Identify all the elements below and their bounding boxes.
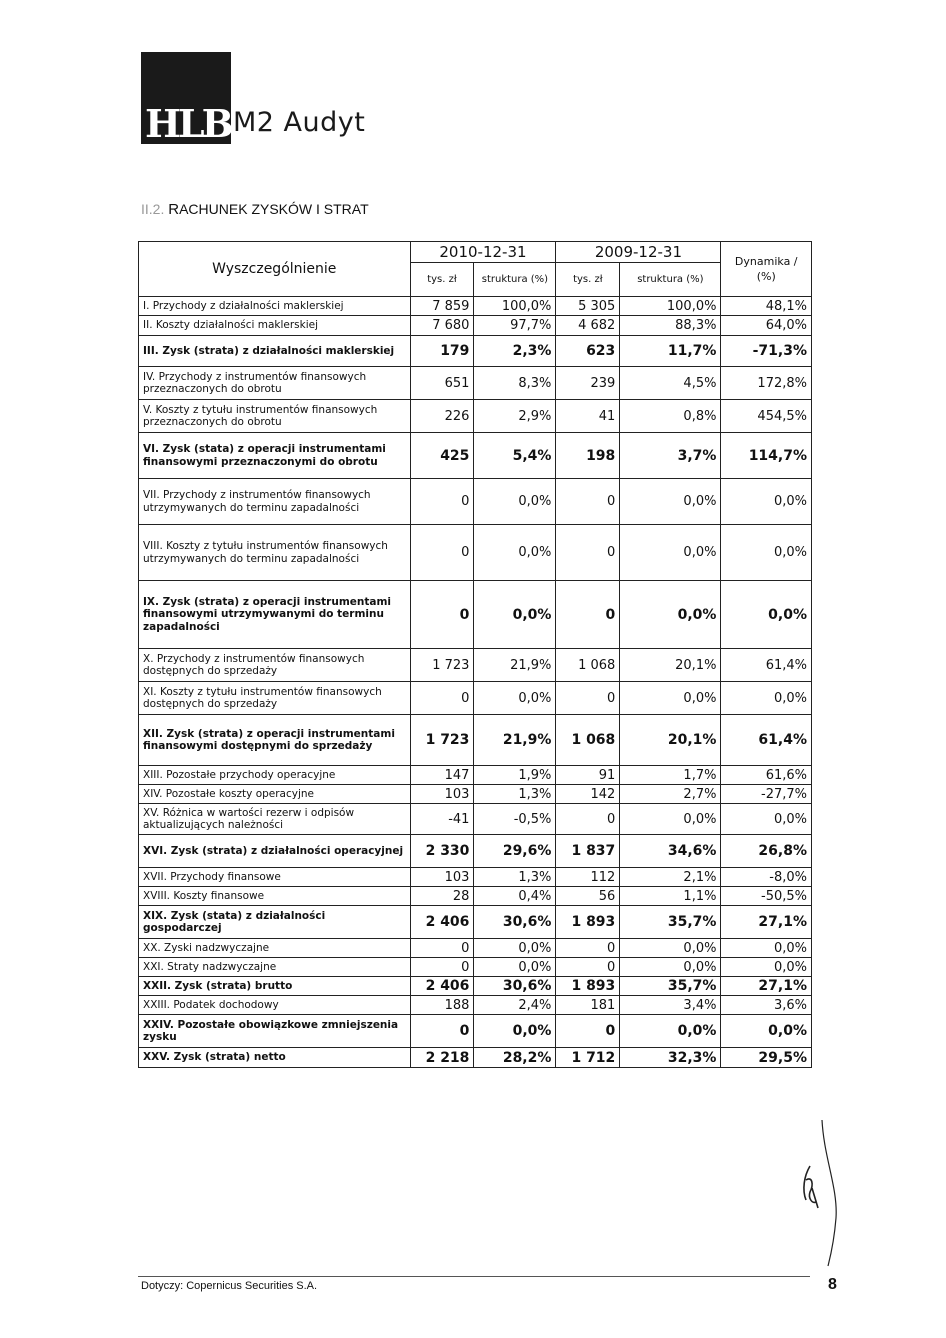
value-2010: 2 406 (410, 906, 474, 939)
structure-2010: 21,9% (474, 649, 556, 682)
dynamics-value: 61,4% (721, 649, 812, 682)
header-value-2010: tys. zł (410, 263, 474, 297)
structure-2009: 34,6% (620, 835, 721, 868)
dynamics-value: 454,5% (721, 400, 812, 433)
structure-2010: 2,3% (474, 336, 556, 367)
structure-2010: 30,6% (474, 977, 556, 996)
value-2010: 2 406 (410, 977, 474, 996)
value-2009: 0 (556, 1015, 620, 1048)
dynamics-value: 0,0% (721, 581, 812, 649)
structure-2009: 0,0% (620, 958, 721, 977)
structure-2010: 21,9% (474, 715, 556, 766)
value-2010: 226 (410, 400, 474, 433)
structure-2009: 1,7% (620, 766, 721, 785)
section-title-initial: R (168, 201, 180, 218)
value-2010: 0 (410, 939, 474, 958)
table-row (139, 297, 812, 316)
dynamics-value: -8,0% (721, 868, 812, 887)
value-2010: 147 (410, 766, 474, 785)
value-2010: 1 723 (410, 715, 474, 766)
row-label: XV. Różnica w wartości rezerw i odpisów aktualizujących należności (139, 804, 411, 835)
structure-2010: 1,9% (474, 766, 556, 785)
structure-2009: 0,8% (620, 400, 721, 433)
value-2010: 103 (410, 785, 474, 804)
structure-2009: 2,7% (620, 785, 721, 804)
value-2010: 179 (410, 336, 474, 367)
table-row (139, 785, 812, 804)
structure-2010: 1,3% (474, 785, 556, 804)
table-row (139, 715, 812, 766)
structure-2010: 0,0% (474, 581, 556, 649)
header-description: Wyszczególnienie (139, 242, 411, 297)
value-2009: 1 893 (556, 977, 620, 996)
value-2009: 0 (556, 804, 620, 835)
dynamics-value: 172,8% (721, 367, 812, 400)
value-2009: 239 (556, 367, 620, 400)
table-row (139, 581, 812, 649)
value-2010: 0 (410, 479, 474, 525)
dynamics-value: 61,6% (721, 766, 812, 785)
table-row (139, 479, 812, 525)
row-label: XVII. Przychody finansowe (139, 868, 411, 887)
logo-mark-text: HLB (145, 101, 231, 146)
header-structure-2010: struktura (%) (474, 263, 556, 297)
row-label: IX. Zysk (strata) z operacji instrumentami finansowymi utrzymywanymi do terminu zapadalności (139, 581, 411, 649)
dynamics-value: 114,7% (721, 433, 812, 479)
row-label: I. Przychody z działalności maklerskiej (139, 297, 411, 316)
income-statement-table (138, 241, 812, 1068)
structure-2010: 2,4% (474, 996, 556, 1015)
value-2009: 142 (556, 785, 620, 804)
header-period-2009: 2009-12-31 (556, 242, 721, 263)
row-label: X. Przychody z instrumentów finansowych dostępnych do sprzedaży (139, 649, 411, 682)
value-2009: 0 (556, 581, 620, 649)
structure-2010: 0,0% (474, 1015, 556, 1048)
table-row (139, 649, 812, 682)
dynamics-value: 0,0% (721, 958, 812, 977)
structure-2010: 0,4% (474, 887, 556, 906)
footer-text: Dotyczy: Copernicus Securities S.A. (141, 1280, 318, 1292)
structure-2009: 3,7% (620, 433, 721, 479)
structure-2009: 1,1% (620, 887, 721, 906)
header-value-2009: tys. zł (556, 263, 620, 297)
header-dynamics: Dynamika / (%) (721, 242, 812, 297)
value-2010: 7 680 (410, 316, 474, 336)
value-2009: 1 837 (556, 835, 620, 868)
value-2009: 56 (556, 887, 620, 906)
structure-2010: 29,6% (474, 835, 556, 868)
row-label: III. Zysk (strata) z działalności maklerskiej (139, 336, 411, 367)
value-2009: 0 (556, 939, 620, 958)
value-2009: 91 (556, 766, 620, 785)
structure-2009: 100,0% (620, 297, 721, 316)
section-title (141, 201, 369, 218)
value-2009: 0 (556, 682, 620, 715)
value-2010: 2 218 (410, 1048, 474, 1068)
structure-2010: 8,3% (474, 367, 556, 400)
structure-2010: 0,0% (474, 958, 556, 977)
row-label: XI. Koszty z tytułu instrumentów finansowych dostępnych do sprzedaży (139, 682, 411, 715)
row-label: XXI. Straty nadzwyczajne (139, 958, 411, 977)
value-2009: 0 (556, 479, 620, 525)
table-row (139, 977, 812, 996)
row-label: XIII. Pozostałe przychody operacyjne (139, 766, 411, 785)
structure-2009: 0,0% (620, 1015, 721, 1048)
dynamics-value: -50,5% (721, 887, 812, 906)
table-row (139, 367, 812, 400)
value-2010: 651 (410, 367, 474, 400)
structure-2009: 0,0% (620, 682, 721, 715)
dynamics-value: 0,0% (721, 682, 812, 715)
structure-2009: 4,5% (620, 367, 721, 400)
structure-2009: 0,0% (620, 804, 721, 835)
structure-2010: 1,3% (474, 868, 556, 887)
structure-2010: -0,5% (474, 804, 556, 835)
value-2009: 1 068 (556, 649, 620, 682)
value-2010: 0 (410, 581, 474, 649)
value-2010: 7 859 (410, 297, 474, 316)
table-row (139, 433, 812, 479)
table-row (139, 887, 812, 906)
logo-mark (141, 52, 231, 144)
section-title-rest: ACHUNEK ZYSKÓW I STRAT (179, 201, 369, 217)
value-2009: 4 682 (556, 316, 620, 336)
value-2009: 1 712 (556, 1048, 620, 1068)
table-row (139, 1015, 812, 1048)
value-2009: 198 (556, 433, 620, 479)
structure-2009: 0,0% (620, 525, 721, 581)
table-row (139, 804, 812, 835)
row-label: II. Koszty działalności maklerskiej (139, 316, 411, 336)
footer-divider (138, 1276, 810, 1277)
dynamics-value: 0,0% (721, 939, 812, 958)
table-row (139, 939, 812, 958)
table-row (139, 682, 812, 715)
section-number: II.2. (141, 201, 165, 217)
header-structure-2009: struktura (%) (620, 263, 721, 297)
handwritten-signature (790, 1118, 850, 1268)
row-label: V. Koszty z tytułu instrumentów finansowych przeznaczonych do obrotu (139, 400, 411, 433)
value-2009: 1 068 (556, 715, 620, 766)
row-label: XVI. Zysk (strata) z działalności operacyjnej (139, 835, 411, 868)
value-2009: 112 (556, 868, 620, 887)
structure-2010: 2,9% (474, 400, 556, 433)
header-period-2010: 2010-12-31 (410, 242, 556, 263)
value-2010: 103 (410, 868, 474, 887)
table-row (139, 996, 812, 1015)
value-2009: 0 (556, 525, 620, 581)
structure-2010: 28,2% (474, 1048, 556, 1068)
row-label: XXIII. Podatek dochodowy (139, 996, 411, 1015)
row-label: XIX. Zysk (stata) z działalności gospodarczej (139, 906, 411, 939)
value-2010: -41 (410, 804, 474, 835)
structure-2009: 11,7% (620, 336, 721, 367)
structure-2010: 0,0% (474, 525, 556, 581)
dynamics-value: 64,0% (721, 316, 812, 336)
structure-2010: 0,0% (474, 939, 556, 958)
table-row (139, 1048, 812, 1068)
table-row (139, 400, 812, 433)
dynamics-value: 27,1% (721, 977, 812, 996)
value-2010: 0 (410, 1015, 474, 1048)
table-row (139, 906, 812, 939)
structure-2010: 97,7% (474, 316, 556, 336)
structure-2010: 0,0% (474, 479, 556, 525)
dynamics-value: -27,7% (721, 785, 812, 804)
structure-2009: 20,1% (620, 715, 721, 766)
value-2009: 5 305 (556, 297, 620, 316)
value-2010: 425 (410, 433, 474, 479)
row-label: XXV. Zysk (strata) netto (139, 1048, 411, 1068)
table-row (139, 525, 812, 581)
dynamics-value: 0,0% (721, 1015, 812, 1048)
value-2010: 0 (410, 958, 474, 977)
dynamics-value: 0,0% (721, 525, 812, 581)
dynamics-value: -71,3% (721, 336, 812, 367)
structure-2009: 35,7% (620, 977, 721, 996)
value-2010: 28 (410, 887, 474, 906)
dynamics-value: 0,0% (721, 479, 812, 525)
table-row (139, 316, 812, 336)
structure-2009: 20,1% (620, 649, 721, 682)
table-row (139, 766, 812, 785)
row-label: VIII. Koszty z tytułu instrumentów finansowych utrzymywanych do terminu zapadalności (139, 525, 411, 581)
row-label: XXIV. Pozostałe obowiązkowe zmniejszenia zysku (139, 1015, 411, 1048)
value-2010: 1 723 (410, 649, 474, 682)
value-2009: 1 893 (556, 906, 620, 939)
dynamics-value: 48,1% (721, 297, 812, 316)
value-2009: 0 (556, 958, 620, 977)
table-row (139, 835, 812, 868)
row-label: XXII. Zysk (strata) brutto (139, 977, 411, 996)
structure-2010: 0,0% (474, 682, 556, 715)
row-label: XVIII. Koszty finansowe (139, 887, 411, 906)
dynamics-value: 27,1% (721, 906, 812, 939)
value-2009: 41 (556, 400, 620, 433)
value-2010: 0 (410, 525, 474, 581)
structure-2009: 88,3% (620, 316, 721, 336)
structure-2010: 5,4% (474, 433, 556, 479)
row-label: IV. Przychody z instrumentów finansowych przeznaczonych do obrotu (139, 367, 411, 400)
structure-2009: 0,0% (620, 939, 721, 958)
table-row (139, 958, 812, 977)
structure-2009: 0,0% (620, 581, 721, 649)
dynamics-value: 29,5% (721, 1048, 812, 1068)
row-label: XX. Zyski nadzwyczajne (139, 939, 411, 958)
structure-2009: 2,1% (620, 868, 721, 887)
row-label: VI. Zysk (stata) z operacji instrumentami finansowymi przeznaczonymi do obrotu (139, 433, 411, 479)
structure-2009: 3,4% (620, 996, 721, 1015)
value-2009: 181 (556, 996, 620, 1015)
value-2009: 623 (556, 336, 620, 367)
row-label: XIV. Pozostałe koszty operacyjne (139, 785, 411, 804)
row-label: VII. Przychody z instrumentów finansowych utrzymywanych do terminu zapadalności (139, 479, 411, 525)
value-2010: 0 (410, 682, 474, 715)
structure-2009: 32,3% (620, 1048, 721, 1068)
structure-2010: 30,6% (474, 906, 556, 939)
company-logo (141, 52, 365, 144)
table-row (139, 868, 812, 887)
logo-text: M2 Audyt (233, 107, 366, 138)
structure-2010: 100,0% (474, 297, 556, 316)
table-row (139, 336, 812, 367)
value-2010: 188 (410, 996, 474, 1015)
structure-2009: 0,0% (620, 479, 721, 525)
dynamics-value: 26,8% (721, 835, 812, 868)
row-label: XII. Zysk (strata) z operacji instrumentami finansowymi dostępnymi do sprzedaży (139, 715, 411, 766)
dynamics-value: 61,4% (721, 715, 812, 766)
dynamics-value: 3,6% (721, 996, 812, 1015)
structure-2009: 35,7% (620, 906, 721, 939)
page-number: 8 (828, 1276, 837, 1293)
dynamics-value: 0,0% (721, 804, 812, 835)
value-2010: 2 330 (410, 835, 474, 868)
